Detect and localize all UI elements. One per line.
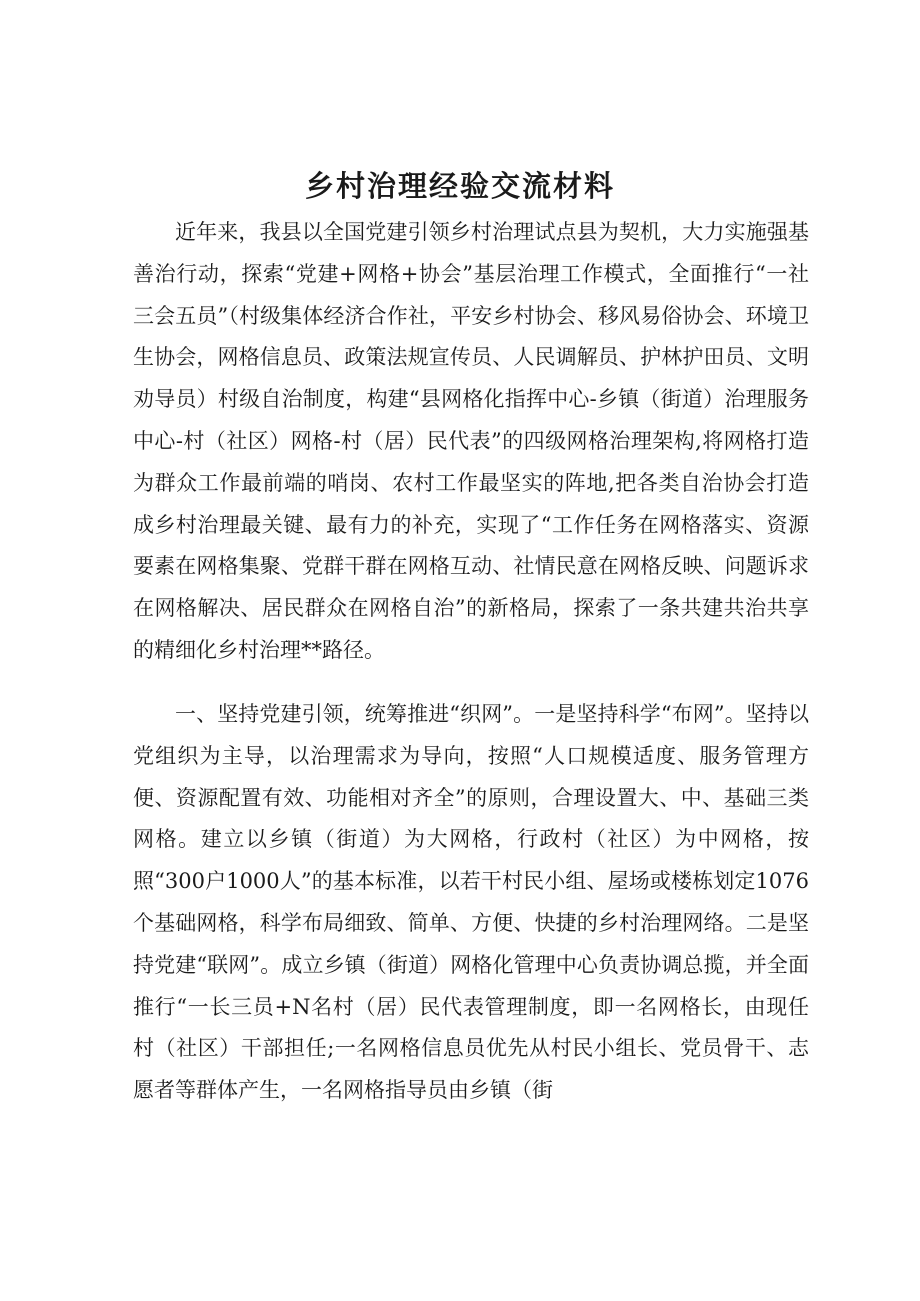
document-title: 乡村治理经验交流材料 xyxy=(304,169,615,203)
body-paragraph-section-one xyxy=(133,694,809,1112)
body-paragraph-intro xyxy=(133,212,809,672)
paragraph-text: 一、坚持党建引领，统筹推进“织网”。一是坚持科学“布网”。坚持以党组织为主导，以治理需求为导向，按照“人口规模适度、服务管理方便、资源配置有效、功能相对齐全”的原则，合理设置大、中、基础三类网格。建立以乡镇（街道）为大网格，行政村（社区）为中网格，按照“300户1000人”的基本标准，以若干村民小组、屋场或楼栋划定1076个基础网格，科学布局细致、简单、方便、快捷的乡村治理网络。二是坚持党建“联网”。成立乡镇（街道）网格化管理中心负责协调总揽，并全面推行“一长三员+N名村（居）民代表管理制度，即一名网格长，由现任村（社区）干部担任;一名网格信息员优先从村民小组长、党员骨干、志愿者等群体产生，一名网格指导员由乡镇（街 xyxy=(133,702,809,1103)
paragraph-text: 近年来，我县以全国党建引领乡村治理试点县为契机，大力实施强基善治行动，探索“党建+网格+协会”基层治理工作模式，全面推行“一社三会五员”（村级集体经济合作社，平安乡村协会、移风易俗协会、环境卫生协会，网格信息员、政策法规宣传员、人民调解员、护林护田员、文明劝导员）村级自治制度，构建“县网格化指挥中心-乡镇（街道）治理服务中心-村（社区）网格-村（居）民代表”的四级网格治理架构,将网格打造为群众工作最前端的哨岗、农村工作最坚实的阵地,把各类自治协会打造成乡村治理最关键、最有力的补充，实现了“工作任务在网格落实、资源要素在网格集聚、党群干群在网格互动、社情民意在网格反映、问题诉求在网格解决、居民群众在网格自治”的新格局，探索了一条共建共治共享的精细化乡村治理**路径。 xyxy=(133,220,809,662)
